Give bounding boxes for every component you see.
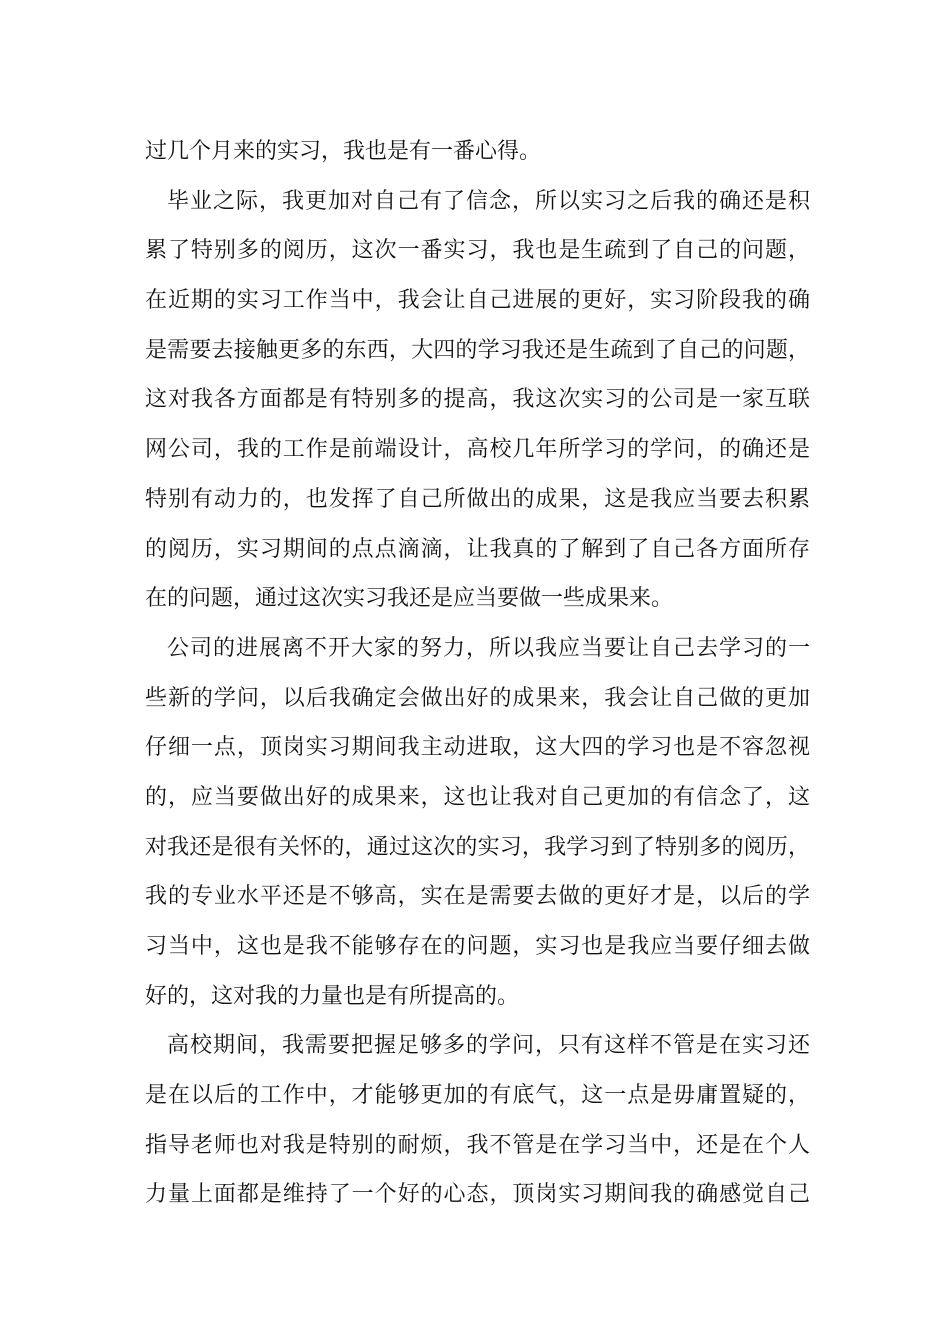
- text-line: 在的问题，通过这次实习我还是应当要做一些成果来。: [145, 586, 674, 612]
- text-line: 在近期的实习工作当中，我会让自己进展的更好，实习阶段我的确: [145, 288, 810, 314]
- body-text: [145, 127, 810, 1220]
- text-line: 过几个月来的实习，我也是有一番心得。: [145, 139, 542, 164]
- text-line: 习当中，这也是我不能够存在的问题，实习也是我应当要仔细去做: [145, 934, 810, 959]
- text-line: 的阅历，实习期间的点点滴滴，让我真的了解到了自己各方面所存: [145, 536, 810, 562]
- text-line: 这对我各方面都是有特别多的提高，我这次实习的公司是一家互联: [145, 387, 810, 413]
- text-line: 对我还是很有关怀的，通过这次的实习，我学习到了特别多的阅历，: [145, 834, 810, 860]
- text-line: 我的专业水平还是不够高，实在是需要去做的更好才是，以后的学: [145, 884, 810, 910]
- text-line: 网公司，我的工作是前端设计，高校几年所学习的学问，的确还是: [145, 437, 810, 463]
- text-line: 力量上面都是维持了一个好的心态，顶岗实习期间我的确感觉自己: [145, 1182, 810, 1208]
- text-line: 高校期间，我需要把握足够多的学问，只有这样不管是在实习还: [167, 1033, 810, 1059]
- text-line: 仔细一点，顶岗实习期间我主动进取，这大四的学习也是不容忽视: [145, 735, 810, 761]
- text-line: 些新的学问，以后我确定会做出好的成果来，我会让自己做的更加: [145, 685, 810, 711]
- text-line: 毕业之际，我更加对自己有了信念，所以实习之后我的确还是积: [167, 188, 810, 214]
- text-line: 的，应当要做出好的成果来，这也让我对自己更加的有信念了，这: [145, 784, 810, 810]
- text-line: 特别有动力的，也发挥了自己所做出的成果，这是我应当要去积累: [145, 486, 810, 512]
- text-line: 公司的进展离不开大家的努力，所以我应当要让自己去学习的一: [167, 635, 810, 661]
- text-line: 好的，这对我的力量也是有所提高的。: [145, 983, 520, 1009]
- text-line: 是在以后的工作中，才能够更加的有底气，这一点是毋庸置疑的，: [145, 1083, 810, 1109]
- text-line: 是需要去接触更多的东西，大四的学习我还是生疏到了自己的问题，: [145, 337, 810, 363]
- text-line: 累了特别多的阅历，这次一番实习，我也是生疏到了自己的问题，: [145, 238, 810, 264]
- text-line: 指导老师也对我是特别的耐烦，我不管是在学习当中，还是在个人: [145, 1132, 810, 1158]
